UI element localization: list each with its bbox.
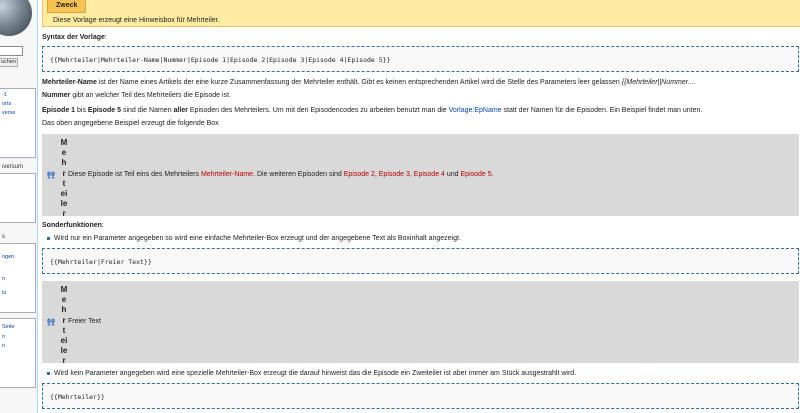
sonder-code-2: {{Mehrteiler}} — [42, 383, 799, 409]
epname-link[interactable]: Vorlage:EpName — [448, 107, 502, 114]
desc-paragraph-4: Das oben angegebene Beispiel erzeugt die folgende Box — [42, 120, 219, 127]
zweck-tab: Zweck — [47, 0, 86, 13]
sidebar-universum-box — [0, 173, 36, 223]
footprints-icon — [46, 171, 56, 179]
sonder-bullet-1: Wird nur ein Parameter angegeben so wird eine einfache Mehrteiler-Box erzeugt und der angegebene Text als Boxinhalt angezeigt. — [42, 234, 800, 243]
episode-3-link[interactable]: Episode 3 — [378, 171, 410, 178]
sidebar-link[interactable]: verse — [2, 110, 16, 116]
footprints-icon — [46, 318, 56, 326]
sonder-bullet-2: Wird kein Parameter angegeben wird eine spezielle Mehrteiler-Box erzeugt die darauf hinweist das die Episode ein Zweiteiler ist aber immer am Stück ausgestrahlt wird. — [42, 369, 800, 378]
mehrteiler-name-link[interactable]: Mehrteiler-Name — [200, 171, 254, 178]
wiki-logo[interactable] — [0, 0, 32, 36]
episode-5-link[interactable]: Episode 5 — [460, 171, 492, 178]
sidebar-link[interactable]: n — [2, 334, 6, 340]
sidebar-link[interactable]: n — [2, 343, 6, 349]
desc-paragraph-1: Mehrteiler-Name ist der Name eines Artikels der eine kurze Zusammenfassung der Mehrteiler enthält. Gibt es keinen entsprechenden Artikel wird die Stelle des Parameters leer gelassen {{Mehrteiler||Nummer.... — [42, 79, 696, 86]
search-button[interactable]: uchen — [0, 58, 18, 67]
sidebar-link[interactable]: orts — [2, 101, 12, 107]
zweck-text: Diese Vorlage erzeugt eine Hinweisbox für Mehrteiler. — [53, 17, 220, 24]
mehrteiler-box-text: Freier Text — [68, 318, 101, 325]
sonder-code-1: {{Mehrteiler|Freier Text}} — [42, 248, 799, 274]
main-content — [37, 0, 800, 413]
mehrteiler-box-freetext — [42, 281, 799, 366]
sidebar-link[interactable]: n — [2, 276, 6, 282]
sidebar — [0, 0, 37, 413]
search-input[interactable] — [0, 46, 23, 56]
sidebar-section-universum: iversum — [2, 164, 24, 170]
desc-paragraph-2: Nummer gibt an welcher Teil des Mehrteilers die Episode ist. — [42, 92, 231, 99]
sidebar-section: s — [2, 234, 5, 240]
mehrteiler-vertical-title: M e h r t ei le r — [60, 285, 68, 366]
desc-paragraph-3: Episode 1 bis Episode 5 sind die Namen aller Episoden des Mehrteilers. Um mit den Episodencodes zu arbeiten benutzt man die Vorlage:EpName statt der Namen für die Episoden. Ein Beispiel findet man unten. — [42, 107, 703, 114]
sidebar-link[interactable]: ts — [2, 290, 7, 296]
sidebar-link[interactable]: ngen — [2, 254, 15, 260]
mehrteiler-box-example — [42, 134, 799, 219]
sidebar-link[interactable]: -1 — [2, 92, 7, 98]
sonderfunktionen-heading: Sonderfunktionen: — [42, 222, 104, 229]
mehrteiler-vertical-title: M e h r t ei le r — [60, 138, 68, 219]
mehrteiler-box-text: Diese Episode ist Teil eins des Mehrteilers Mehrteiler-Name. Die weiteren Episoden sind Episode 2, Episode 3, Episode 4 und Episode 5. — [68, 171, 494, 178]
sidebar-link[interactable]: Seite — [2, 324, 15, 330]
syntax-code: {{Mehrteiler|Mehrteiler-Name|Nummer|Episode 1|Episode 2|Episode 3|Episode 4|Episode 5}} — [42, 46, 799, 72]
zweck-box — [42, 0, 800, 27]
syntax-heading: Syntax der Vorlage: — [42, 34, 107, 41]
episode-4-link[interactable]: Episode 4 — [413, 171, 445, 178]
sidebar-nav-box — [0, 88, 36, 158]
episode-2-link[interactable]: Episode 2 — [343, 171, 375, 178]
